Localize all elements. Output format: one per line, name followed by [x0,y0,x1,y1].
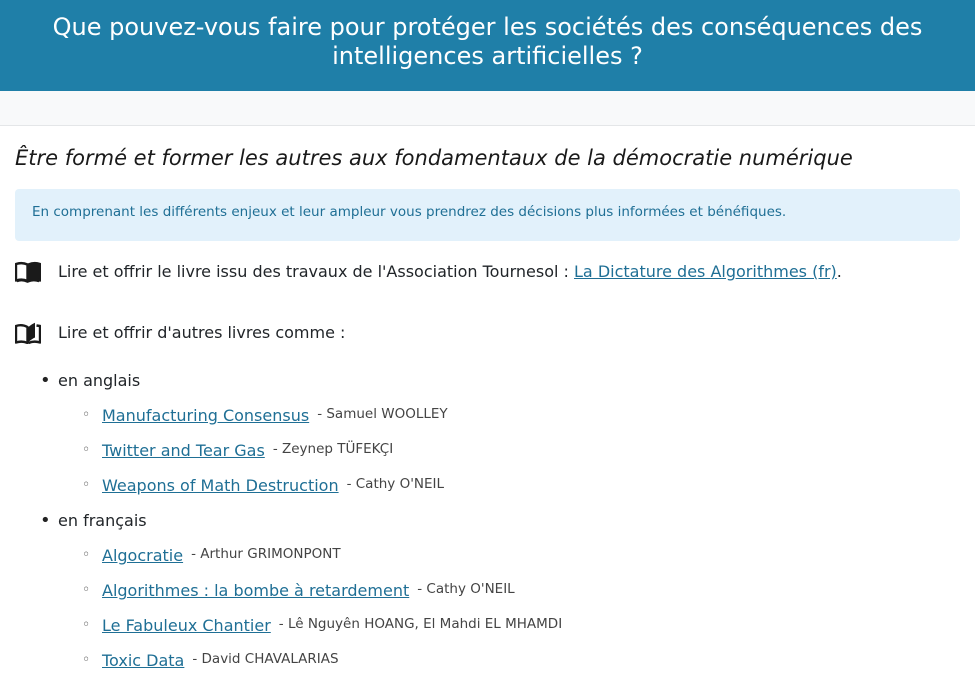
book-list [58,538,960,678]
book-author: - Samuel WOOLLEY [317,406,448,422]
language-list [15,363,960,678]
page-title-line-1: Que pouvez-vous faire pour protéger les sociétés des conséquences des [52,13,923,41]
book-link[interactable]: Weapons of Math Destruction [102,476,339,495]
book-author: - Lê Nguyên HOANG, El Mahdi EL MHAMDI [278,616,563,632]
language-item-french [15,503,960,678]
auto-stories-icon [15,322,41,344]
list-item [58,573,960,608]
action-text [58,260,842,284]
book-link[interactable]: Algorithmes : la bombe à retardement [102,581,410,600]
book-author: - Cathy O'NEIL [346,476,445,492]
book-link[interactable]: Twitter and Tear Gas [102,441,265,460]
list-item [58,398,960,433]
book-link[interactable]: Algocratie [102,546,184,565]
page-header [0,0,975,91]
action-label: Lire et offrir le livre issu des travaux de l'Association Tournesol : [58,262,575,281]
list-item [58,433,960,468]
list-item [58,538,960,573]
list-item [58,468,960,503]
language-label: • en français [58,511,147,530]
info-alert: En comprenant les différents enjeux et leur ampleur vous prendrez des décisions plus informées et bénéfiques. [15,189,960,241]
action-suffix: . [836,262,842,281]
book-author: - Arthur GRIMONPONT [191,546,341,562]
book-list [58,398,960,503]
book-author: - Zeynep TÜFEKÇI [272,441,394,457]
language-label: • en anglais [58,371,141,390]
book-author: - David CHAVALARIAS [192,651,339,667]
action-read-tournesol-book [15,260,960,284]
list-item [58,608,960,643]
book-link[interactable]: Toxic Data [102,651,185,670]
action-label: Lire et offrir d'autres livres comme : [58,323,346,342]
book-author: - Cathy O'NEIL [417,581,515,597]
language-item-english [15,363,960,503]
page-title-line-2: intelligences artificielles ? [332,42,643,70]
book-link[interactable]: Le Fabuleux Chantier [102,616,271,635]
book-link-dictature-algorithmes[interactable]: La Dictature des Algorithmes (fr) [574,262,837,281]
section-title: Être formé et former les autres aux fondamentaux de la démocratie numérique [15,146,853,170]
main-content [0,144,975,678]
sub-toolbar [0,91,975,126]
menu-book-icon [15,261,41,283]
action-read-other-books [15,321,960,345]
book-link[interactable]: Manufacturing Consensus [102,406,310,425]
